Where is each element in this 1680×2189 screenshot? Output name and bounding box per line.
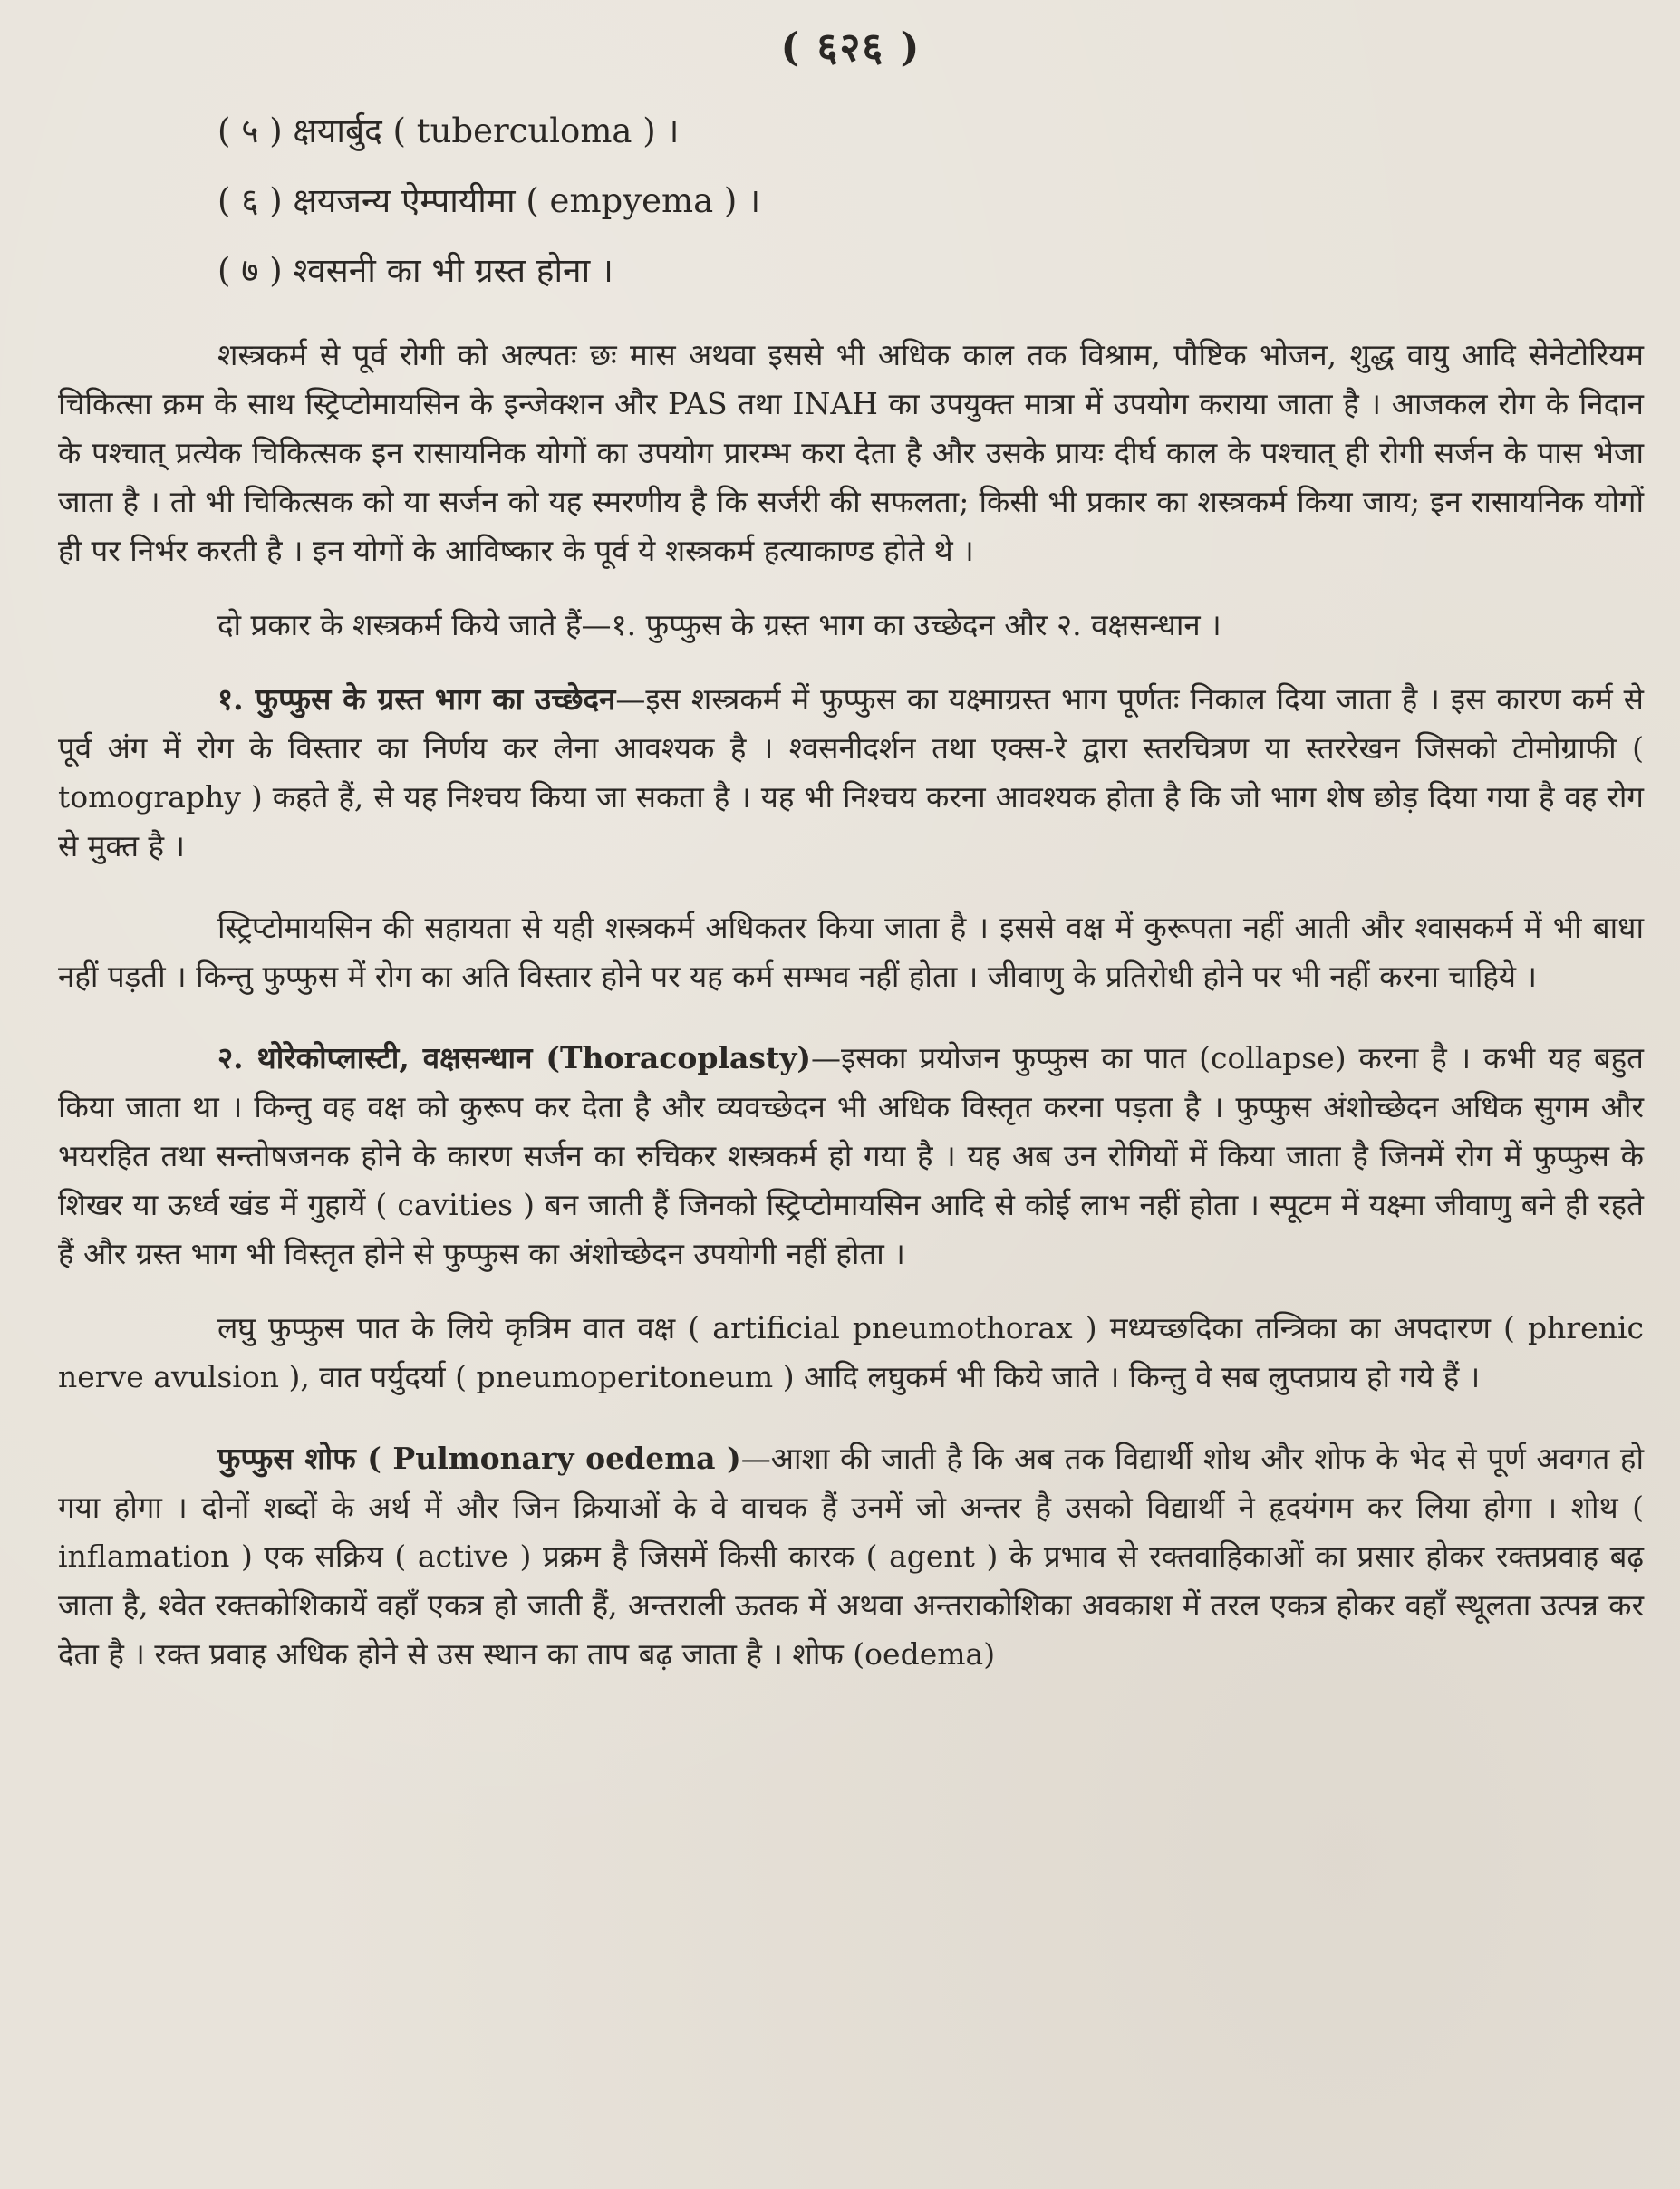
section-heading: २. थोरेकोप्लास्टी, वक्षसन्धान (Thoracoplasty) [217, 1040, 811, 1075]
list [58, 96, 1644, 305]
page-number: ( ६२६ ) [780, 24, 922, 71]
section-heading: फुप्फुस शोफ ( Pulmonary oedema ) [217, 1441, 741, 1476]
paragraph-text: —इसका प्रयोजन फुप्फुस का पात (collapse) करना है । कभी यह बहुत किया जाता था । किन्तु वह वक्ष को कुरूप कर देता है और व्यवच्छेदन भी अधिक विस्तृत करना पड़ता है । फुप्फुस अंशोच्छेदन अधिक सुगम और भयरहित तथा सन्तोषजनक होने के कारण सर्जन का रुचिकर शस्त्रकर्म हो गया है । यह अब उन रोगियों में किया जाता है जिनमें रोग में फुप्फुस के शिखर या ऊर्ध्व खंड में गुहायें ( cavities ) बन जाती हैं जिनको स्ट्रिप्टोमायसिन आदि से कोई लाभ नहीं होता । स्पूटम में यक्ष्मा जीवाणु बने ही रहते हैं और ग्रस्त भाग भी विस्तृत होने से फुप्फुस का अंशोच्छेदन उपयोगी नहीं होता । [58, 1040, 1644, 1271]
paragraph [58, 331, 1644, 575]
section-paragraph [58, 675, 1644, 871]
list-item: ( ७ ) श्वसनी का भी ग्रस्त होना । [217, 251, 613, 290]
paragraph [58, 1304, 1644, 1402]
section-paragraph [58, 1034, 1644, 1278]
paragraph-text: लघु फुप्फुस पात के लिये कृत्रिम वात वक्ष ( artificial pneumothorax ) मध्यच्छदिका तन्त्रिका का अपदारण ( phrenic nerve avulsion ), वात पर्युदर्या ( pneumoperitoneum ) आदि लघुकर्म भी किये जाते । किन्तु वे सब लुप्तप्राय हो गये हैं । [58, 1310, 1644, 1394]
section-heading: १. फुप्फुस के ग्रस्त भाग का उच्छेदन [217, 681, 616, 717]
list-item: ( ६ ) क्षयजन्य ऐम्पायीमा ( empyema ) । [217, 181, 761, 220]
list-item: ( ५ ) क्षयार्बुद ( tuberculoma ) । [217, 111, 680, 150]
paragraph-text: शस्त्रकर्म से पूर्व रोगी को अल्पतः छः मास अथवा इससे भी अधिक काल तक विश्राम, पौष्टिक भोजन, शुद्ध वायु आदि सेनेटोरियम चिकित्सा क्रम के साथ स्ट्रिप्टोमायसिन के इन्जेक्शन और PAS तथा INAH का उपयुक्त मात्रा में उपयोग कराया जाता है । आजकल रोग के निदान के पश्चात् प्रत्येक चिकित्सक इन रासायनिक योगों का उपयोग प्रारम्भ करा देता है और उसके प्रायः दीर्घ काल के पश्चात् ही रोगी सर्जन के पास भेजा जाता है । तो भी चिकित्सक को या सर्जन को यह स्मरणीय है कि सर्जरी की सफलता; किसी भी प्रकार का शस्त्रकर्म किया जाय; इन रासायनिक योगों ही पर निर्भर करती है । इन योगों के आविष्कार के पूर्व ये शस्त्रकर्म हत्याकाण्ड होते थे । [58, 337, 1644, 568]
paragraph-text: स्ट्रिप्टोमायसिन की सहायता से यही शस्त्रकर्म अधिकतर किया जाता है । इससे वक्ष में कुरूपता नहीं आती और श्वासकर्म में भी बाधा नहीं पड़ती । किन्तु फुप्फुस में रोग का अति विस्तार होने पर यह कर्म सम्भव नहीं होता । जीवाणु के प्रतिरोधी होने पर भी नहीं करना चाहिये । [58, 910, 1644, 994]
paragraph [58, 601, 1644, 650]
paragraph [58, 903, 1644, 1001]
paragraph-text: —आशा की जाती है कि अब तक विद्यार्थी शोथ और शोफ के भेद से पूर्ण अवगत हो गया होगा । दोनों शब्दों के अर्थ में और जिन क्रियाओं के वे वाचक हैं उनमें जो अन्तर है उसको विद्यार्थी ने हृदयंगम कर लिया होगा । शोथ ( inflamation ) एक सक्रिय ( active ) प्रक्रम है जिसमें किसी कारक ( agent ) के प्रभाव से रक्तवाहिकाओं का प्रसार होकर रक्तप्रवाह बढ़ जाता है, श्वेत रक्तकोशिकायें वहाँ एकत्र हो जाती हैं, अन्तराली ऊतक में अथवा अन्तराकोशिका अवकाश में तरल एकत्र होकर वहाँ स्थूलता उत्पन्न कर देता है । रक्त प्रवाह अधिक होने से उस स्थान का ताप बढ़ जाता है । शोफ (oedema) [58, 1441, 1644, 1672]
section-paragraph [58, 1434, 1644, 1679]
paragraph-text: दो प्रकार के शस्त्रकर्म किये जाते हैं—१. फुप्फुस के ग्रस्त भाग का उच्छेदन और २. वक्षसन्धान । [217, 607, 1221, 642]
paragraph-text: —इस शस्त्रकर्म में फुप्फुस का यक्ष्माग्रस्त भाग पूर्णतः निकाल दिया जाता है । इस कारण कर्म से पूर्व अंग में रोग के विस्तार का निर्णय कर लेना आवश्यक है । श्वसनीदर्शन तथा एक्स-रे द्वारा स्तरचित्रण या स्तररेखन जिसको टोमोग्राफी ( tomography ) कहते हैं, से यह निश्चय किया जा सकता है । यह भी निश्चय करना आवश्यक होता है कि जो भाग शेष छोड़ दिया गया है वह रोग से मुक्त है । [58, 681, 1644, 863]
